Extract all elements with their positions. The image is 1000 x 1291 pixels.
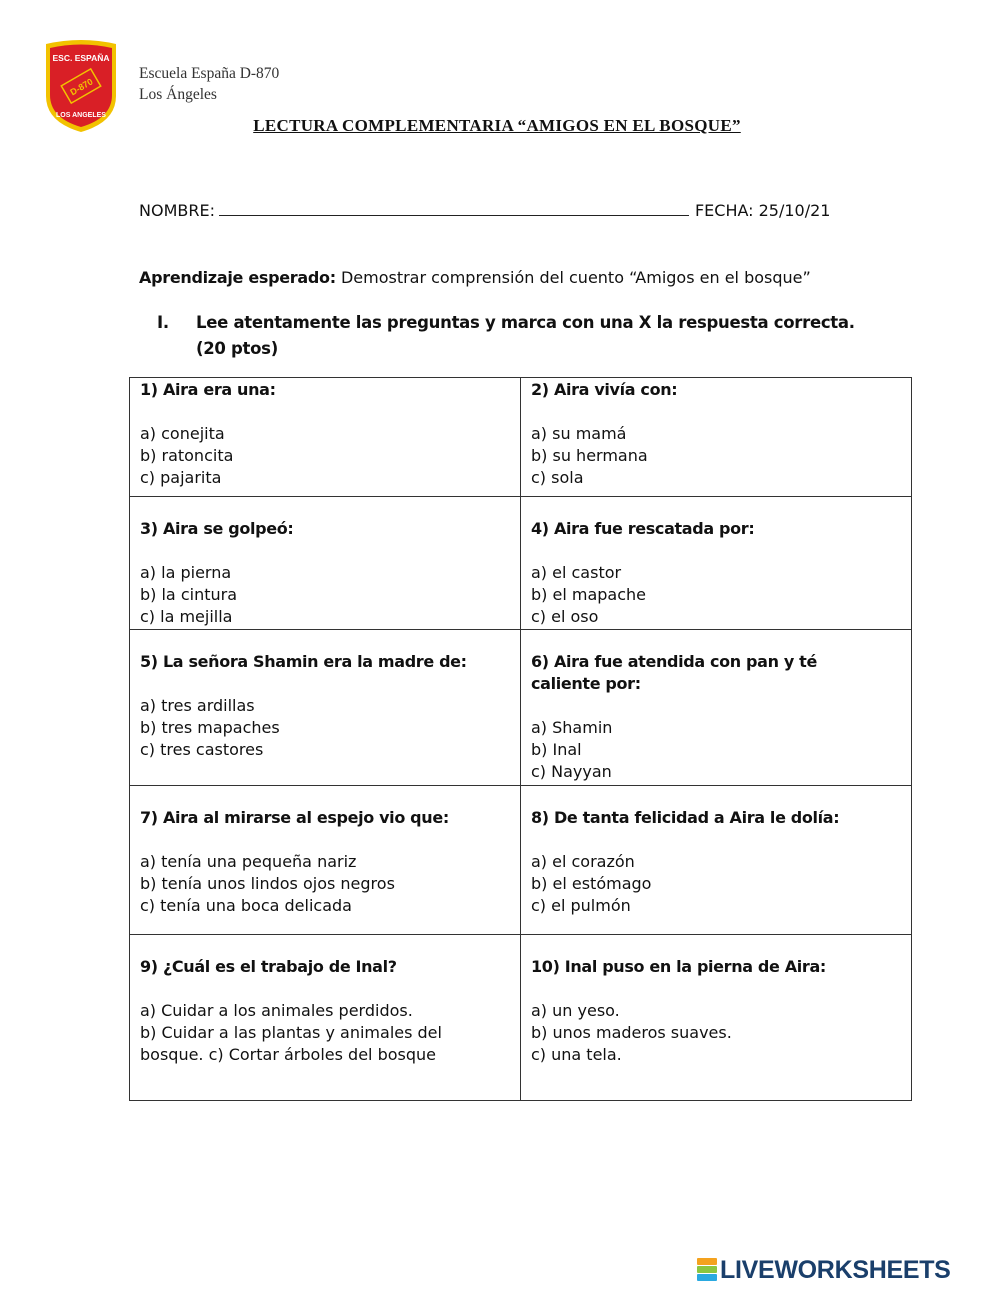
answer-option[interactable]: a) tenía una pequeña nariz [140, 852, 357, 871]
answer-option[interactable]: c) tenía una boca delicada [140, 896, 352, 915]
mark-bar [697, 1274, 717, 1281]
question-text: 5) La señora Shamin era la madre de: [140, 652, 467, 671]
question-text: 2) Aira vivía con: [531, 380, 678, 399]
answer-option[interactable]: c) la mejilla [140, 607, 233, 626]
question-text: 8) De tanta felicidad a Aira le dolía: [531, 808, 840, 827]
mark-bar [697, 1266, 717, 1273]
learning-objective [139, 268, 811, 287]
objective-label: Aprendizaje esperado: [139, 268, 336, 287]
question-text: 4) Aira fue rescatada por: [531, 519, 755, 538]
name-label: NOMBRE: [139, 201, 215, 220]
table-row [130, 935, 912, 1101]
school-info [139, 63, 279, 105]
question-text: 7) Aira al mirarse al espejo vio que: [140, 808, 449, 827]
answer-option[interactable]: a) Shamin [531, 718, 613, 737]
answer-option[interactable]: b) ratoncita [140, 446, 234, 465]
table-row [130, 786, 912, 935]
answer-option[interactable]: b) Cuidar a las plantas y animales del bosque. c) Cortar árboles del bosque [140, 1023, 442, 1064]
question-text: 1) Aira era una: [140, 380, 276, 399]
answer-option[interactable]: b) la cintura [140, 585, 237, 604]
answer-option[interactable]: b) el mapache [531, 585, 646, 604]
answer-option[interactable]: a) un yeso. [531, 1001, 620, 1020]
question-cell [130, 786, 521, 935]
instruction-number: I. [157, 313, 169, 332]
name-field[interactable] [219, 201, 689, 216]
answer-option[interactable]: b) unos maderos suaves. [531, 1023, 732, 1042]
logo-bottom-text: LOS ANGELES [56, 112, 106, 119]
answer-option[interactable]: b) tres mapaches [140, 718, 280, 737]
instruction-text: Lee atentamente las preguntas y marca con una X la respuesta correcta. (20 ptos) [196, 313, 855, 358]
table-row [130, 630, 912, 786]
answer-option[interactable]: a) su mamá [531, 424, 627, 443]
answer-option[interactable]: a) el castor [531, 563, 622, 582]
question-text: 6) Aira fue atendida con pan y té caliente por: [531, 652, 817, 693]
school-name: Escuela España D-870 [139, 65, 280, 82]
date-label: FECHA: 25/10/21 [694, 201, 831, 220]
answer-option[interactable]: b) tenía unos lindos ojos negros [140, 874, 395, 893]
answer-option[interactable]: b) su hermana [531, 446, 648, 465]
answer-option[interactable]: a) Cuidar a los animales perdidos. [140, 1001, 413, 1020]
instruction [157, 310, 857, 362]
answer-option[interactable]: b) Inal [531, 740, 582, 759]
question-text: 9) ¿Cuál es el trabajo de Inal? [140, 957, 397, 976]
answer-option[interactable]: c) sola [531, 468, 584, 487]
question-cell [521, 630, 912, 786]
answer-option[interactable]: a) el corazón [531, 852, 635, 871]
brand-name: LIVEWORKSHEETS [720, 1255, 951, 1284]
answer-option[interactable]: b) el estómago [531, 874, 652, 893]
question-cell [521, 497, 912, 630]
answer-option[interactable]: c) el pulmón [531, 896, 631, 915]
question-cell [130, 497, 521, 630]
answer-option[interactable]: c) pajarita [140, 468, 222, 487]
liveworksheets-icon [697, 1258, 717, 1282]
name-date-line [139, 201, 830, 220]
question-cell [130, 378, 521, 497]
question-text: 10) Inal puso en la pierna de Aira: [531, 957, 826, 976]
answer-option[interactable]: a) tres ardillas [140, 696, 255, 715]
answer-option[interactable]: c) el oso [531, 607, 599, 626]
question-cell [521, 378, 912, 497]
answer-option[interactable]: c) Nayyan [531, 762, 612, 781]
mark-bar [697, 1258, 717, 1265]
answer-option[interactable]: a) conejita [140, 424, 225, 443]
liveworksheets-brand[interactable] [697, 1257, 951, 1283]
document-title: LECTURA COMPLEMENTARIA “AMIGOS EN EL BOSQUE” [253, 116, 741, 135]
table-row [130, 497, 912, 630]
logo-top-text: ESC. ESPAÑA [52, 53, 110, 63]
question-cell [521, 786, 912, 935]
answer-option[interactable]: c) una tela. [531, 1045, 622, 1064]
logo-center-text: D-870 [68, 76, 95, 98]
question-cell [130, 935, 521, 1101]
answer-option[interactable]: a) la pierna [140, 563, 232, 582]
table-row [130, 378, 912, 497]
objective-text: Demostrar comprensión del cuento “Amigos en el bosque” [340, 268, 811, 287]
answer-option[interactable]: c) tres castores [140, 740, 264, 759]
questions-table [129, 377, 912, 1101]
school-city: Los Ángeles [139, 86, 217, 103]
question-cell [521, 935, 912, 1101]
question-cell [130, 630, 521, 786]
question-text: 3) Aira se golpeó: [140, 519, 294, 538]
